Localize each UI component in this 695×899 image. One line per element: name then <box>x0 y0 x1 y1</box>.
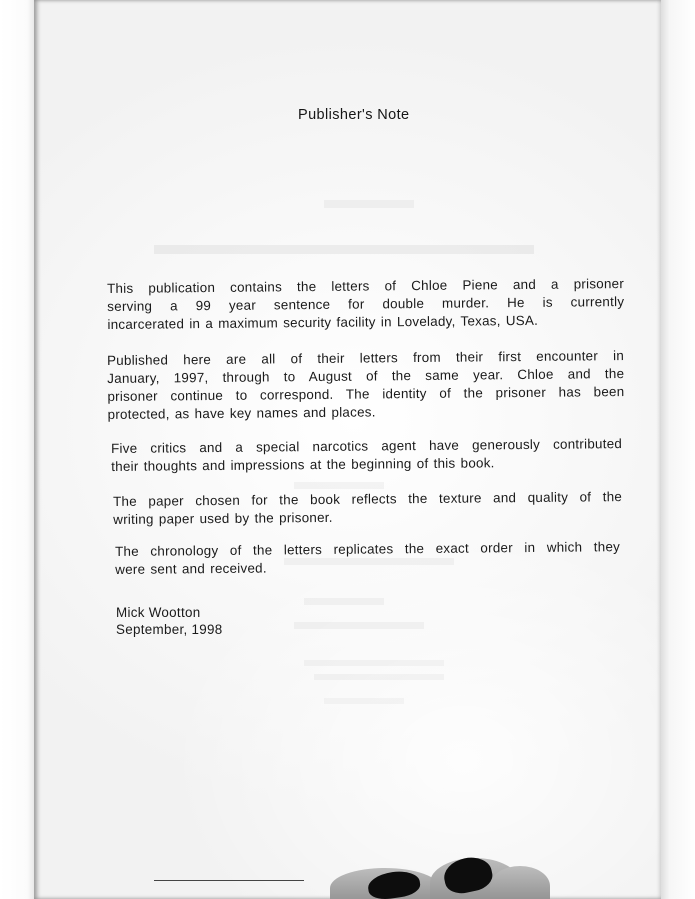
text-line: incarcerated in a maximum security facility in Lovelady, Texas, USA. <box>107 312 539 332</box>
paragraph-5 <box>115 538 620 579</box>
text-line: were sent and received. <box>115 560 267 577</box>
text-line: protected, as have key names and places. <box>107 404 376 422</box>
bleed-through-mark <box>304 660 444 666</box>
text-line: This publication contains the letters of Chloe Piene and a prisoner <box>107 276 625 296</box>
bleed-through-mark <box>304 598 384 605</box>
bleed-through-mark <box>294 482 384 489</box>
paragraph-1 <box>107 275 624 334</box>
bleed-through-mark <box>154 245 534 254</box>
bleed-through-mark <box>314 674 444 680</box>
text-line: Published here are all of their letters from their first encounter in <box>107 348 625 368</box>
signature-name: Mick Wootton <box>116 605 201 620</box>
text-line: serving a 99 year sentence for double murder. He is currently <box>107 294 625 314</box>
right-background <box>661 0 695 899</box>
paragraph-3 <box>111 435 622 476</box>
document-page <box>34 0 661 899</box>
text-line: Five critics and a special narcotics agent have generously contributed <box>111 436 623 456</box>
paragraph-2 <box>107 347 625 424</box>
text-line: their thoughts and impressions at the beginning of this book. <box>111 455 495 474</box>
text-line: The chronology of the letters replicates the exact order in which they <box>115 539 621 559</box>
page-title: Publisher's Note <box>298 107 410 123</box>
text-line: writing paper used by the prisoner. <box>113 509 333 527</box>
signature-block <box>116 604 223 638</box>
bleed-through-mark <box>294 622 424 629</box>
left-background <box>0 0 34 899</box>
signature-date: September, 1998 <box>116 622 223 637</box>
text-line: January, 1997, through to August of the same year. Chloe and the <box>107 366 625 386</box>
text-line: The paper chosen for the book reflects the texture and quality of the <box>113 489 623 509</box>
bleed-through-mark <box>324 200 414 208</box>
finger <box>490 866 550 899</box>
page-edge-line <box>154 880 304 881</box>
paragraph-4 <box>113 488 622 529</box>
text-line: prisoner continue to correspond. The identity of the prisoner has been <box>107 384 625 404</box>
bleed-through-mark <box>324 698 404 704</box>
